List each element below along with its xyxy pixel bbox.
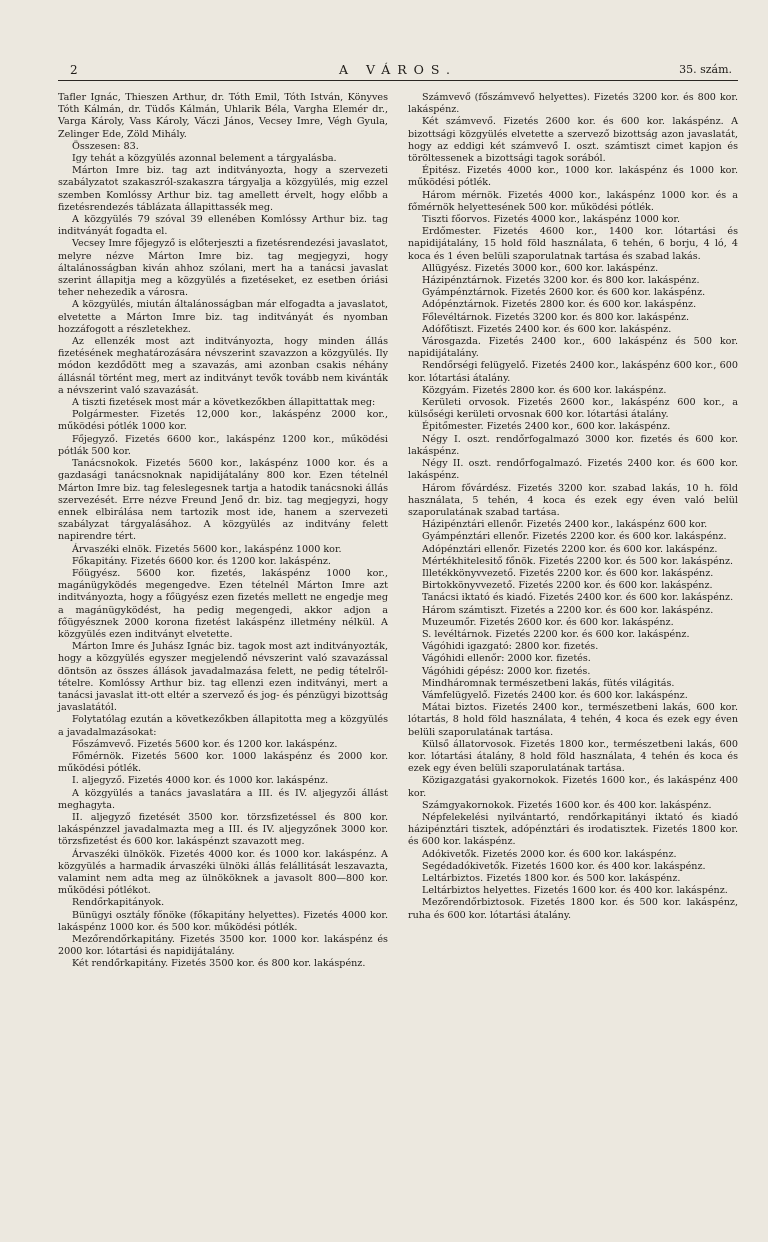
paragraph: Muzeumőr. Fizetés 2600 kor. és 600 kor. lakáspénz. <box>422 616 674 628</box>
paragraph: Házipénztári ellenőr. Fizetés 2400 kor., lakáspénz 600 kor. <box>422 519 708 531</box>
paragraph: A közgyülés 79 szóval 39 ellenében Komlóssy Arthur biz. tag inditványát fogadta el. <box>58 214 388 238</box>
issue-number: 35. szám. <box>679 63 732 76</box>
paragraph: Leltárbiztos helyettes. Fizetés 1600 kor. és 400 kor. lakáspénz. <box>422 885 728 897</box>
paragraph: Segédadókivetők. Fizetés 1600 kor. és 400 kor. lakáspénz. <box>422 860 706 872</box>
paragraph: Vámfelügyelő. Fizetés 2400 kor. és 600 kor. lakáspénz. <box>422 689 688 701</box>
paragraph: Tiszti főorvos. Fizetés 4000 kor., lakáspénz 1000 kor. <box>422 214 681 226</box>
paragraph: Kerületi orvosok. Fizetés 2600 kor., lakáspénz 600 kor., a külsőségi kerületi orvosnak 600 kor. lótartási átalány. <box>408 397 738 421</box>
paragraph: Adókivetők. Fizetés 2000 kor. és 600 kor. lakáspénz. <box>422 848 677 860</box>
paragraph: Adópénztárnok. Fizetés 2800 kor. és 600 kor. lakáspénz. <box>422 299 697 311</box>
paragraph: A tiszti fizetések most már a következőkben állapittattak meg: <box>72 397 376 409</box>
paragraph: Illetékkönyvvezető. Fizetés 2200 kor. és 600 kor. lakáspénz. <box>422 567 714 579</box>
paragraph: Polgármester. Fizetés 12,000 kor., lakáspénz 2000 kor., működési pótlék 1000 kor. <box>58 409 388 433</box>
left-column <box>58 92 388 971</box>
paragraph: Mezőrendőrbiztosok. Fizetés 1800 kor. és 500 kor. lakáspénz, ruha és 600 kor. lótartási átalány. <box>408 897 738 921</box>
right-column <box>408 92 738 971</box>
paragraph: Bünügyi osztály főnöke (főkapitány helyettes). Fizetés 4000 kor. lakáspénz 1000 kor. és 500 kor. működési pótlék. <box>58 909 388 933</box>
paragraph: Összesen: 83. <box>72 140 139 152</box>
paragraph: Főjegyző. Fizetés 6600 kor., lakáspénz 1200 kor., működési pótlák 500 kor. <box>58 433 388 457</box>
paragraph: Vecsey Imre főjegyző is előterjeszti a fizetésrendezési javaslatot, melyre nézve Márton Imre biz. tag megjegyzi, hogy általánosságban kiván ahhoz szólani, mert ha a tanácsi javaslat szerint állapitja meg a közgyülés a fizetéseket, ez esetben óriási teher nehezedik a városra. <box>58 238 388 299</box>
paragraph: Főlevéltárnok. Fizetés 3200 kor. és 800 kor. lakáspénz. <box>422 311 690 323</box>
paragraph: Árvaszéki ülnökök. Fizetés 4000 kor. és 1000 kor. lakáspénz. A közgyülés a harmadik árvaszéki ülnöki állás felállitását leszavazta, valamint nem adta meg az ülnököknek a javasolt 800—800 kor. működési pótlékot. <box>58 848 388 897</box>
paragraph: Erdőmester. Fizetés 4600 kor., 1400 kor. lótartási és napidijátalány, 15 hold föld használata, 6 tehén, 6 borju, 4 ló, 4 koca és 1 éven belüli szaporulatnak tartása és szabad lakás. <box>408 226 738 262</box>
text-columns <box>58 92 738 971</box>
paragraph: Gyámpénztárnok. Fizetés 2600 kor. és 600 kor. lakáspénz. <box>422 287 706 299</box>
paragraph: Épitész. Fizetés 4000 kor., 1000 kor. lakáspénz és 1000 kor. működési pótlék. <box>408 165 738 189</box>
paragraph: Városgazda. Fizetés 2400 kor., 600 lakáspénz és 500 kor. napidijátalány. <box>408 336 738 360</box>
paragraph: Allügyész. Fizetés 3000 kor., 600 kor. lakáspénz. <box>422 262 659 274</box>
paragraph: Két számvevő. Fizetés 2600 kor. és 600 kor. lakáspénz. A bizottsági közgyülés elvetette a szervező bizottság azon javaslatát, hogy az eddigi két számvevő I. oszt. számtiszt cimet kapjon és töröltessenek a bizottsági tagok sorából. <box>408 116 738 165</box>
paragraph: Két rendőrkapitány. Fizetés 3500 kor. és 800 kor. lakáspénz. <box>72 958 366 970</box>
publication-title: A VÁROS. <box>339 62 457 77</box>
paragraph: Népfelekelési nyilvántartó, rendőrkapitányi iktató és kiadó házipénztári tisztek, adópénztári és irodatisztek. Fizetés 1800 kor. és 600 kor. lakáspénz. <box>408 811 738 848</box>
paragraph: Számgyakornokok. Fizetés 1600 kor. és 400 kor. lakáspénz. <box>422 799 712 811</box>
paragraph: Rendőrségi felügyelő. Fizetés 2400 kor., lakáspénz 600 kor., 600 kor. lótartási átalány. <box>408 360 738 384</box>
page-number: 2 <box>70 63 78 77</box>
paragraph: Tafler Ignác, Thieszen Arthur, dr. Tóth Emil, Tóth István, Könyves Tóth Kálmán, dr. Tüdős Kálmán, Uhlarik Béla, Vargha Elemér dr., Varga Károly, Vass Károly, Váczi János, Vecsey Imre, Végh Gyula, Zelinger Ede, Zöld Mihály. <box>58 92 388 140</box>
paragraph: Birtokkönyvvezető. Fizetés 2200 kor. és 600 kor. lakáspénz. <box>422 580 713 592</box>
paragraph: Mátai biztos. Fizetés 2400 kor., természetbeni lakás, 600 kor. lótartás, 8 hold föld használata, 4 tehén, 4 koca és ezek egy éven belüli szaporulatának tartása. <box>408 702 738 738</box>
paragraph: A közgyülés, miután általánosságban már elfogadta a javaslatot, elvetette a Márton Imre biz. tag inditványát és nyomban hozzáfogott a részletekhez. <box>58 299 388 335</box>
paragraph: Márton Imre biz. tag azt inditványozta, hogy a szervezeti szabályzatot szakaszról-szakaszra tárgyalja a közgyülés, mig ezzel szemben Komlóssy Arthur biz. tag amellett érvelt, hogy előbb a fizetésrendezés táblázata állapittassék meg. <box>58 165 388 213</box>
paragraph: Tanácsnokok. Fizetés 5600 kor., lakáspénz 1000 kor. és a gazdasági tanácsnoknak napidijátalány 800 kor. Ezen tételnél Márton Imre biz. tag feleslegesnek tartja a hatodik tanácsnoki állás szervezését. Erre nézve Freund Jenő dr. biz. tag megjegyzi, hogy ennek elbirálása nem tartozik most ide, hanem a szervezeti szabályzat tárgyalásához. A közgyülés az inditvány felett napirendre tért. <box>58 458 388 543</box>
paragraph: I. aljegyző. Fizetés 4000 kor. és 1000 kor. lakáspénz. <box>72 775 329 787</box>
paragraph: Igy tehát a közgyülés azonnal belement a tárgyalásba. <box>72 153 337 165</box>
paragraph: Mértékhitelesitő főnök. Fizetés 2200 kor. és 500 kor. lakáspénz. <box>422 555 734 567</box>
paragraph: Folytatólag ezután a következőkben állapitotta meg a közgyülés a javadalmazásokat: <box>58 714 388 738</box>
paragraph: Adópénztári ellenőr. Fizetés 2200 kor. és 600 kor. lakáspénz. <box>422 543 718 555</box>
paragraph: Vágóhidi ellenőr: 2000 kor. fizetés. <box>422 653 591 665</box>
paragraph: Mindháromnak természetbeni lakás, fütés világitás. <box>422 677 675 689</box>
paragraph: Főszámvevő. Fizetés 5600 kor. és 1200 kor. lakáspénz. <box>72 738 338 750</box>
paragraph: Három fővárdész. Fizetés 3200 kor. szabad lakás, 10 h. föld használata, 5 tehén, 4 koca és ezek egy éven való belül szaporulatának szabad tartása. <box>408 482 738 518</box>
paragraph: A közgyülés a tanács javaslatára a III. és IV. aljegyzői állást meghagyta. <box>58 787 388 811</box>
paragraph: Márton Imre és Juhász Ignác biz. tagok most azt inditványozták, hogy a közgyülés egyszer megjelendő névszerint való szavazással döntsön az összes állások javadalmazása felett, ne pedig tételről-tételre. Komlóssy Arthur biz. tag ellenzi ezen inditványi, mert a tanácsi javaslat itt-ott eltér a szervező és jog- és pénzügyi bizottság javaslatától. <box>58 641 388 714</box>
paragraph: Számvevő (főszámvevő helyettes). Fizetés 3200 kor. és 800 kor. lakáspénz. <box>408 92 738 116</box>
page-header <box>58 60 738 81</box>
paragraph: Külső állatorvosok. Fizetés 1800 kor., természetbeni lakás, 600 kor. lótartási átalány, 8 hold föld használata, 4 tehén és koca és ezek egy éven belüli szaporulatának tartása. <box>408 738 738 775</box>
paragraph: Négy I. oszt. rendőrfogalmazó 3000 kor. fizetés és 600 kor. lakáspénz. <box>408 433 738 457</box>
paragraph: Mezőrendőrkapitány. Fizetés 3500 kor. 1000 kor. lakáspénz és 2000 kor. lótartási és napidijátalány. <box>58 934 388 958</box>
paragraph: Az ellenzék most azt inditványozta, hogy minden állás fizetésének meghatározására névszerint szavazzon a közgyülés. Ily módon kezdődött meg a szavazás, ami azonban csakis néhány állásnál történt meg, mert az inditványt tevők tovább nem kivánták a névszerint való szavazását. <box>58 336 388 396</box>
paragraph: Épitőmester. Fizetés 2400 kor., 600 kor. lakáspénz. <box>422 421 671 433</box>
paragraph: Három mérnök. Fizetés 4000 kor., lakáspénz 1000 kor. és a főmérnök helyettesének 500 kor. működési pótlék. <box>408 189 738 213</box>
paragraph: Közigazgatási gyakornokok. Fizetés 1600 kor., és lakáspénz 400 kor. <box>408 775 738 799</box>
paragraph: Vágóhidi igazgató: 2800 kor. fizetés. <box>422 641 599 653</box>
paragraph: II. aljegyző fizetését 3500 kor. törzsfizetéssel és 800 kor. lakáspénzzel javadalmazta meg a III. és IV. aljegyzőnek 3000 kor. törzsfizetést és 600 kor. lakáspénzt szavazott meg. <box>58 811 388 848</box>
paragraph: Főügyész. 5600 kor. fizetés, lakáspénz 1000 kor., magánügyködés megengedve. Ezen tételnél Márton Imre azt inditványozta, hogy a főügyész ezen fizetés mellett ne engedje meg a magánügyködést, ha pedig megengedi, akkor adjon a főügyésznek 2000 korona fizetést lakáspénz illetmény nélkül. A közgyülés ezen inditványt elvetette. <box>58 567 388 640</box>
paragraph: Árvaszéki elnök. Fizetés 5600 kor., lakáspénz 1000 kor. <box>72 543 342 555</box>
paragraph: Három számtiszt. Fizetés a 2200 kor. és 600 kor. lakáspénz. <box>422 604 714 616</box>
paragraph: Közgyám. Fizetés 2800 kor. és 600 kor. lakáspénz. <box>422 384 667 396</box>
paragraph: Főkapitány. Fizetés 6600 kor. és 1200 kor. lakáspénz. <box>72 555 331 567</box>
paragraph: Gyámpénztári ellenőr. Fizetés 2200 kor. és 600 kor. lakáspénz. <box>422 531 727 543</box>
paragraph: Adófőtiszt. Fizetés 2400 kor. és 600 kor. lakáspénz. <box>422 323 672 335</box>
paragraph: S. levéltárnok. Fizetés 2200 kor. és 600 kor. lakáspénz. <box>422 628 690 640</box>
paragraph: Házipénztárnok. Fizetés 3200 kor. és 800 kor. lakáspénz. <box>422 275 700 287</box>
paragraph: Rendőrkapitányok. <box>72 897 165 909</box>
paragraph: Főmérnök. Fizetés 5600 kor. 1000 lakáspénz és 2000 kor. működési pótlék. <box>58 750 388 775</box>
paragraph: Tanácsi iktató és kiadó. Fizetés 2400 kor. és 600 kor. lakáspénz. <box>422 592 734 604</box>
paragraph: Négy II. oszt. rendőrfogalmazó. Fizetés 2400 kor. és 600 kor. lakáspénz. <box>408 458 738 482</box>
paragraph: Leltárbiztos. Fizetés 1800 kor. és 500 kor. lakáspénz. <box>422 873 681 884</box>
paragraph: Vágóhidi gépész: 2000 kor. fizetés. <box>422 665 591 677</box>
